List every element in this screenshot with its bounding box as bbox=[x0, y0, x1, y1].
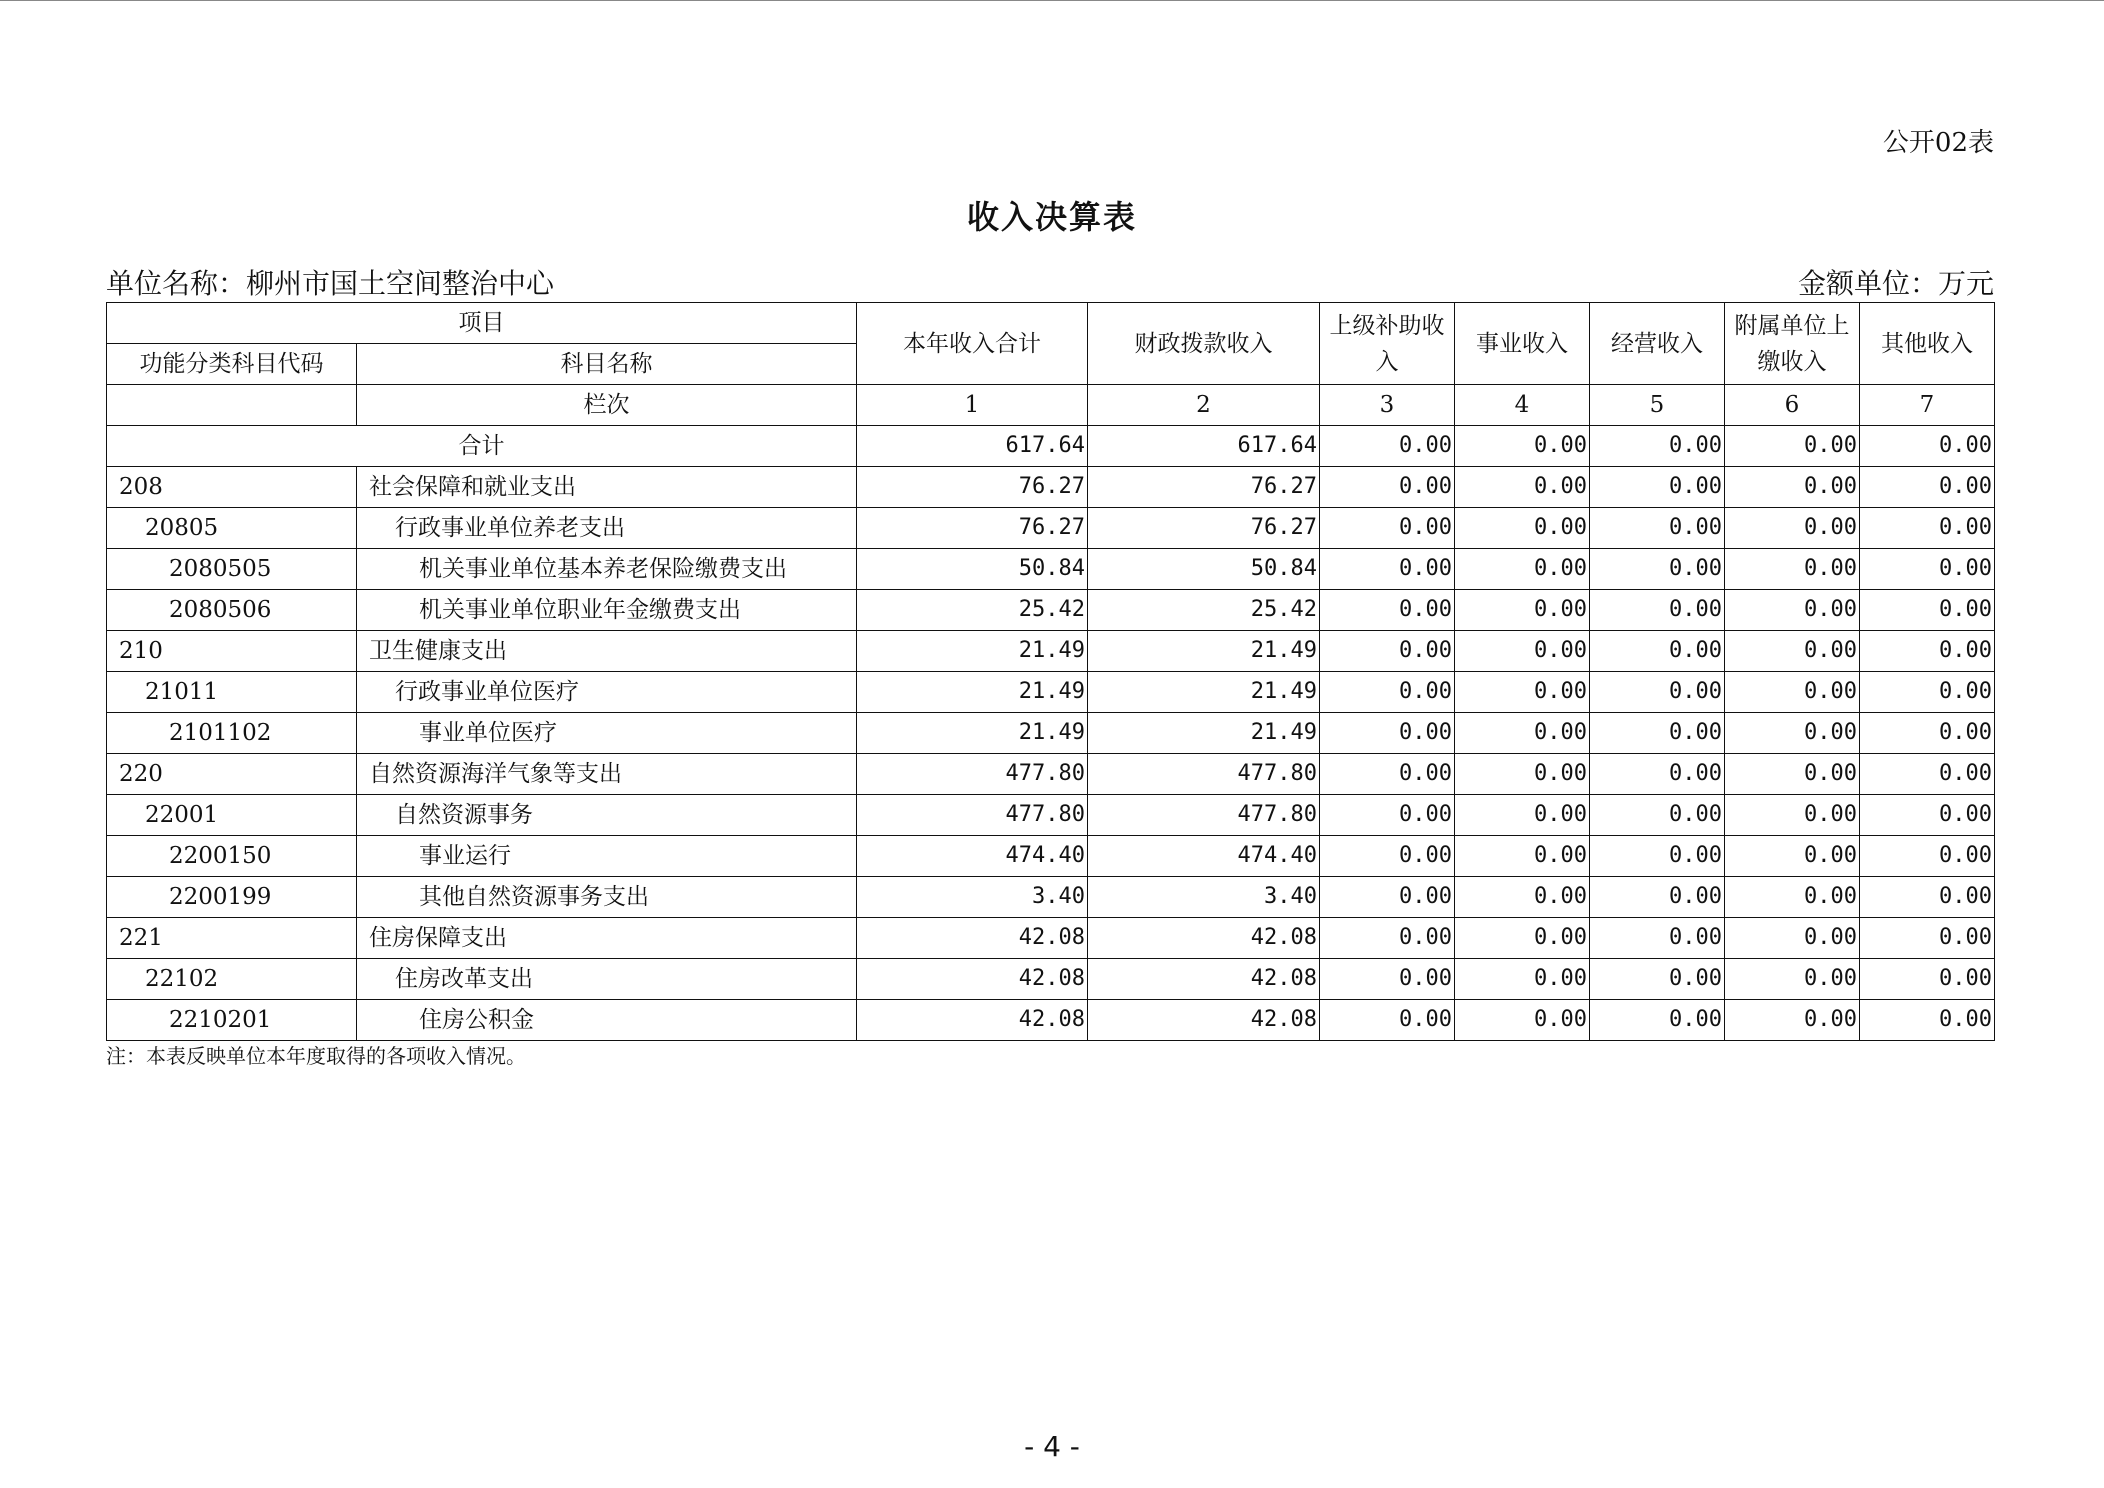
row-value: 0.00 bbox=[1320, 467, 1455, 508]
row-code: 221 bbox=[107, 918, 357, 959]
column-number: 2 bbox=[1088, 385, 1320, 426]
column-index-row bbox=[107, 385, 1995, 426]
row-value: 0.00 bbox=[1860, 1000, 1995, 1041]
row-value: 0.00 bbox=[1860, 631, 1995, 672]
row-code: 2080506 bbox=[107, 590, 357, 631]
row-value: 0.00 bbox=[1725, 672, 1860, 713]
row-value: 0.00 bbox=[1590, 549, 1725, 590]
income-table bbox=[106, 302, 1995, 1041]
row-value: 0.00 bbox=[1455, 713, 1590, 754]
row-value: 25.42 bbox=[857, 590, 1088, 631]
row-value: 0.00 bbox=[1725, 467, 1860, 508]
total-value: 0.00 bbox=[1590, 426, 1725, 467]
row-code: 2200150 bbox=[107, 836, 357, 877]
row-value: 0.00 bbox=[1455, 754, 1590, 795]
row-value: 76.27 bbox=[1088, 508, 1320, 549]
row-value: 474.40 bbox=[1088, 836, 1320, 877]
column-number: 6 bbox=[1725, 385, 1860, 426]
row-value: 0.00 bbox=[1860, 918, 1995, 959]
page-number: - 4 - bbox=[1024, 1430, 1080, 1463]
row-value: 0.00 bbox=[1725, 713, 1860, 754]
table-row bbox=[107, 467, 1995, 508]
row-code: 2200199 bbox=[107, 877, 357, 918]
row-value: 0.00 bbox=[1590, 631, 1725, 672]
row-value: 0.00 bbox=[1320, 836, 1455, 877]
header-fiscal-income: 财政拨款收入 bbox=[1088, 303, 1320, 385]
row-code: 2101102 bbox=[107, 713, 357, 754]
row-value: 0.00 bbox=[1590, 467, 1725, 508]
total-value: 617.64 bbox=[857, 426, 1088, 467]
row-name: 自然资源海洋气象等支出 bbox=[357, 754, 857, 795]
table-row bbox=[107, 918, 1995, 959]
column-index-label: 栏次 bbox=[357, 385, 857, 426]
table-row bbox=[107, 549, 1995, 590]
row-code: 210 bbox=[107, 631, 357, 672]
table-row bbox=[107, 795, 1995, 836]
row-value: 50.84 bbox=[1088, 549, 1320, 590]
row-value: 0.00 bbox=[1725, 590, 1860, 631]
row-value: 0.00 bbox=[1590, 713, 1725, 754]
row-value: 0.00 bbox=[1860, 877, 1995, 918]
row-code: 22001 bbox=[107, 795, 357, 836]
row-value: 0.00 bbox=[1590, 877, 1725, 918]
row-value: 0.00 bbox=[1725, 631, 1860, 672]
row-value: 42.08 bbox=[857, 918, 1088, 959]
header-affiliated-income: 附属单位上缴收入 bbox=[1725, 303, 1860, 385]
row-value: 0.00 bbox=[1455, 631, 1590, 672]
row-value: 0.00 bbox=[1320, 631, 1455, 672]
row-value: 21.49 bbox=[857, 713, 1088, 754]
total-value: 0.00 bbox=[1860, 426, 1995, 467]
row-name: 机关事业单位基本养老保险缴费支出 bbox=[357, 549, 857, 590]
row-value: 0.00 bbox=[1455, 836, 1590, 877]
row-value: 0.00 bbox=[1860, 959, 1995, 1000]
row-value: 0.00 bbox=[1725, 918, 1860, 959]
row-code: 21011 bbox=[107, 672, 357, 713]
row-value: 0.00 bbox=[1725, 836, 1860, 877]
amount-unit: 金额单位：万元 bbox=[1797, 267, 1994, 300]
table-row bbox=[107, 754, 1995, 795]
row-value: 0.00 bbox=[1725, 549, 1860, 590]
row-value: 0.00 bbox=[1590, 590, 1725, 631]
row-value: 76.27 bbox=[857, 508, 1088, 549]
total-row bbox=[107, 426, 1995, 467]
table-row bbox=[107, 590, 1995, 631]
row-value: 0.00 bbox=[1455, 877, 1590, 918]
row-value: 42.08 bbox=[1088, 918, 1320, 959]
row-value: 0.00 bbox=[1320, 754, 1455, 795]
column-index-blank bbox=[107, 385, 357, 426]
header-name: 科目名称 bbox=[357, 344, 857, 385]
header-project: 项目 bbox=[107, 303, 857, 344]
row-value: 0.00 bbox=[1590, 754, 1725, 795]
row-value: 21.49 bbox=[1088, 631, 1320, 672]
row-value: 0.00 bbox=[1860, 467, 1995, 508]
header-operating-income: 经营收入 bbox=[1590, 303, 1725, 385]
row-value: 0.00 bbox=[1590, 918, 1725, 959]
row-value: 0.00 bbox=[1860, 754, 1995, 795]
row-value: 0.00 bbox=[1455, 467, 1590, 508]
table-row bbox=[107, 631, 1995, 672]
row-name: 住房改革支出 bbox=[357, 959, 857, 1000]
row-code: 22102 bbox=[107, 959, 357, 1000]
row-value: 21.49 bbox=[857, 631, 1088, 672]
table-row bbox=[107, 672, 1995, 713]
row-value: 0.00 bbox=[1725, 959, 1860, 1000]
row-name: 事业单位医疗 bbox=[357, 713, 857, 754]
row-code: 2210201 bbox=[107, 1000, 357, 1041]
column-number: 3 bbox=[1320, 385, 1455, 426]
total-value: 0.00 bbox=[1725, 426, 1860, 467]
row-value: 0.00 bbox=[1860, 795, 1995, 836]
row-value: 0.00 bbox=[1320, 672, 1455, 713]
table-note: 注：本表反映单位本年度取得的各项收入情况。 bbox=[106, 1044, 526, 1068]
row-value: 0.00 bbox=[1320, 877, 1455, 918]
table-row bbox=[107, 713, 1995, 754]
row-code: 2080505 bbox=[107, 549, 357, 590]
row-value: 0.00 bbox=[1455, 672, 1590, 713]
column-number: 7 bbox=[1860, 385, 1995, 426]
row-value: 76.27 bbox=[857, 467, 1088, 508]
row-value: 42.08 bbox=[1088, 1000, 1320, 1041]
row-value: 0.00 bbox=[1590, 795, 1725, 836]
row-name: 其他自然资源事务支出 bbox=[357, 877, 857, 918]
row-value: 0.00 bbox=[1320, 713, 1455, 754]
row-value: 0.00 bbox=[1725, 508, 1860, 549]
row-value: 0.00 bbox=[1320, 918, 1455, 959]
row-value: 0.00 bbox=[1455, 590, 1590, 631]
row-name: 机关事业单位职业年金缴费支出 bbox=[357, 590, 857, 631]
row-name: 社会保障和就业支出 bbox=[357, 467, 857, 508]
row-value: 0.00 bbox=[1725, 795, 1860, 836]
row-name: 自然资源事务 bbox=[357, 795, 857, 836]
column-number: 4 bbox=[1455, 385, 1590, 426]
table-row bbox=[107, 508, 1995, 549]
column-number: 5 bbox=[1590, 385, 1725, 426]
row-value: 0.00 bbox=[1860, 836, 1995, 877]
row-value: 42.08 bbox=[1088, 959, 1320, 1000]
row-value: 42.08 bbox=[857, 1000, 1088, 1041]
row-value: 0.00 bbox=[1455, 795, 1590, 836]
row-value: 0.00 bbox=[1860, 508, 1995, 549]
row-name: 行政事业单位养老支出 bbox=[357, 508, 857, 549]
row-value: 0.00 bbox=[1455, 959, 1590, 1000]
row-name: 事业运行 bbox=[357, 836, 857, 877]
header-total-income: 本年收入合计 bbox=[857, 303, 1088, 385]
row-value: 0.00 bbox=[1455, 918, 1590, 959]
row-value: 0.00 bbox=[1590, 508, 1725, 549]
row-value: 477.80 bbox=[1088, 754, 1320, 795]
header-row bbox=[107, 303, 1995, 344]
row-value: 477.80 bbox=[857, 795, 1088, 836]
page-title: 收入决算表 bbox=[966, 198, 1137, 236]
row-code: 220 bbox=[107, 754, 357, 795]
row-name: 行政事业单位医疗 bbox=[357, 672, 857, 713]
row-code: 208 bbox=[107, 467, 357, 508]
header-superior-subsidy: 上级补助收入 bbox=[1320, 303, 1455, 385]
row-name: 卫生健康支出 bbox=[357, 631, 857, 672]
row-value: 0.00 bbox=[1590, 672, 1725, 713]
page-top-border bbox=[0, 0, 2104, 1]
header-other-income: 其他收入 bbox=[1860, 303, 1995, 385]
table-row bbox=[107, 959, 1995, 1000]
row-value: 477.80 bbox=[1088, 795, 1320, 836]
header-code: 功能分类科目代码 bbox=[107, 344, 357, 385]
row-value: 21.49 bbox=[1088, 713, 1320, 754]
row-value: 0.00 bbox=[1860, 713, 1995, 754]
form-code: 公开02表 bbox=[1882, 128, 1994, 158]
row-value: 0.00 bbox=[1320, 1000, 1455, 1041]
total-value: 0.00 bbox=[1320, 426, 1455, 467]
table-row bbox=[107, 1000, 1995, 1041]
row-code: 20805 bbox=[107, 508, 357, 549]
row-name: 住房保障支出 bbox=[357, 918, 857, 959]
column-number: 1 bbox=[857, 385, 1088, 426]
row-value: 0.00 bbox=[1590, 836, 1725, 877]
row-value: 21.49 bbox=[1088, 672, 1320, 713]
row-value: 477.80 bbox=[857, 754, 1088, 795]
total-value: 617.64 bbox=[1088, 426, 1320, 467]
unit-name: 单位名称：柳州市国土空间整治中心 bbox=[106, 267, 555, 300]
table-row bbox=[107, 836, 1995, 877]
row-value: 0.00 bbox=[1320, 959, 1455, 1000]
row-value: 21.49 bbox=[857, 672, 1088, 713]
row-value: 0.00 bbox=[1320, 590, 1455, 631]
row-value: 0.00 bbox=[1590, 959, 1725, 1000]
row-value: 0.00 bbox=[1455, 549, 1590, 590]
header-business-income: 事业收入 bbox=[1455, 303, 1590, 385]
row-value: 474.40 bbox=[857, 836, 1088, 877]
row-value: 0.00 bbox=[1455, 1000, 1590, 1041]
row-value: 0.00 bbox=[1725, 1000, 1860, 1041]
row-value: 0.00 bbox=[1860, 672, 1995, 713]
row-value: 3.40 bbox=[857, 877, 1088, 918]
row-value: 0.00 bbox=[1320, 508, 1455, 549]
row-value: 42.08 bbox=[857, 959, 1088, 1000]
row-value: 0.00 bbox=[1320, 549, 1455, 590]
total-label: 合计 bbox=[107, 426, 857, 467]
row-value: 0.00 bbox=[1320, 795, 1455, 836]
row-name: 住房公积金 bbox=[357, 1000, 857, 1041]
row-value: 0.00 bbox=[1725, 877, 1860, 918]
row-value: 0.00 bbox=[1725, 754, 1860, 795]
row-value: 25.42 bbox=[1088, 590, 1320, 631]
row-value: 0.00 bbox=[1860, 549, 1995, 590]
row-value: 50.84 bbox=[857, 549, 1088, 590]
row-value: 3.40 bbox=[1088, 877, 1320, 918]
row-value: 76.27 bbox=[1088, 467, 1320, 508]
total-value: 0.00 bbox=[1455, 426, 1590, 467]
row-value: 0.00 bbox=[1590, 1000, 1725, 1041]
row-value: 0.00 bbox=[1860, 590, 1995, 631]
table-row bbox=[107, 877, 1995, 918]
row-value: 0.00 bbox=[1455, 508, 1590, 549]
